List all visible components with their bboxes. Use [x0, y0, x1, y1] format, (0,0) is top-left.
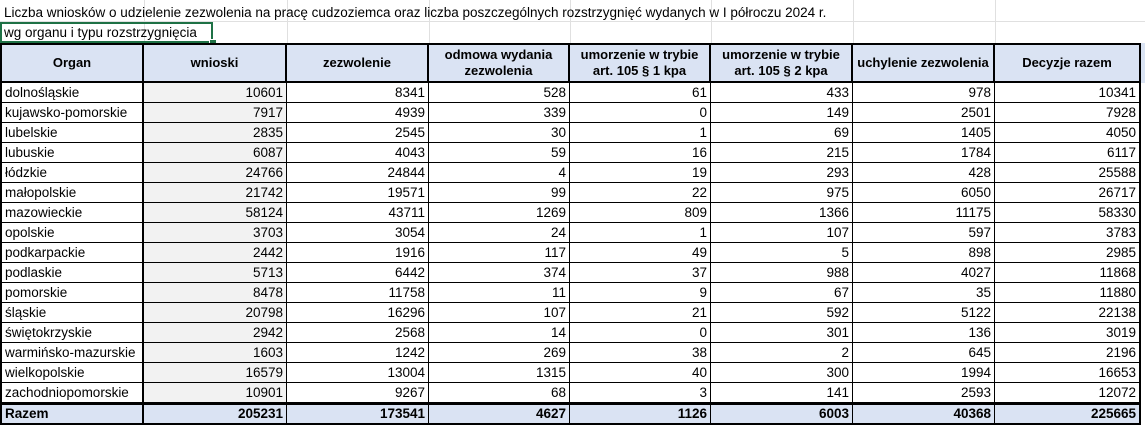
- organ-cell[interactable]: lubelskie: [0, 123, 144, 143]
- sheet-title: Liczba wniosków o udzielenie zezwolenia na pracę cudzoziemca oraz liczba poszczególnych rozstrzygnięć wydanych w I półroczu 2024 r.: [4, 5, 827, 20]
- value-cell[interactable]: 10601: [144, 83, 287, 103]
- value-cell[interactable]: 3054: [287, 223, 429, 243]
- value-cell[interactable]: 978: [853, 83, 995, 103]
- table-row: [0, 383, 1145, 403]
- organ-cell[interactable]: świętokrzyskie: [0, 323, 144, 343]
- value-cell[interactable]: 3703: [144, 223, 287, 243]
- value-cell[interactable]: 24844: [287, 163, 429, 183]
- value-cell[interactable]: 136: [853, 323, 995, 343]
- value-cell[interactable]: 14: [429, 323, 570, 343]
- value-cell[interactable]: 16653: [995, 363, 1141, 383]
- value-cell[interactable]: 528: [429, 83, 570, 103]
- value-cell[interactable]: 4: [429, 163, 570, 183]
- table-row: [0, 143, 1145, 163]
- value-cell[interactable]: 293: [711, 163, 853, 183]
- value-cell[interactable]: 301: [711, 323, 853, 343]
- value-cell[interactable]: 5713: [144, 263, 287, 283]
- value-cell[interactable]: 61: [570, 83, 711, 103]
- column-header[interactable]: Decyzje razem: [995, 43, 1141, 83]
- value-cell[interactable]: 898: [853, 243, 995, 263]
- value-cell[interactable]: 6087: [144, 143, 287, 163]
- organ-cell[interactable]: podkarpackie: [0, 243, 144, 263]
- value-cell[interactable]: 1126: [570, 403, 711, 425]
- value-cell[interactable]: 1242: [287, 343, 429, 363]
- value-cell[interactable]: 0: [570, 323, 711, 343]
- value-cell[interactable]: 1315: [429, 363, 570, 383]
- value-cell[interactable]: 597: [853, 223, 995, 243]
- value-cell[interactable]: 10901: [144, 383, 287, 403]
- value-cell[interactable]: 7928: [995, 103, 1141, 123]
- value-cell[interactable]: 4939: [287, 103, 429, 123]
- value-cell[interactable]: 67: [711, 283, 853, 303]
- value-cell[interactable]: 2545: [287, 123, 429, 143]
- value-cell[interactable]: 300: [711, 363, 853, 383]
- value-cell[interactable]: 6050: [853, 183, 995, 203]
- value-cell[interactable]: 1269: [429, 203, 570, 223]
- value-cell[interactable]: 9: [570, 283, 711, 303]
- value-cell[interactable]: 21: [570, 303, 711, 323]
- organ-cell[interactable]: śląskie: [0, 303, 144, 323]
- value-cell[interactable]: 19571: [287, 183, 429, 203]
- organ-cell[interactable]: mazowieckie: [0, 203, 144, 223]
- table-header: [0, 43, 1145, 83]
- value-cell[interactable]: 11175: [853, 203, 995, 223]
- value-cell[interactable]: 269: [429, 343, 570, 363]
- value-cell[interactable]: 22138: [995, 303, 1141, 323]
- value-cell[interactable]: 173541: [287, 403, 429, 425]
- value-cell[interactable]: 11880: [995, 283, 1141, 303]
- value-cell[interactable]: 117: [429, 243, 570, 263]
- value-cell[interactable]: 43711: [287, 203, 429, 223]
- value-cell[interactable]: 1994: [853, 363, 995, 383]
- value-cell[interactable]: 11: [429, 283, 570, 303]
- value-cell[interactable]: 4043: [287, 143, 429, 163]
- value-cell[interactable]: 49: [570, 243, 711, 263]
- value-cell[interactable]: 0: [570, 103, 711, 123]
- value-cell[interactable]: 1: [570, 223, 711, 243]
- table-row: [0, 303, 1145, 323]
- value-cell[interactable]: 37: [570, 263, 711, 283]
- value-cell[interactable]: 8478: [144, 283, 287, 303]
- table-row: [0, 103, 1145, 123]
- value-cell[interactable]: 2: [711, 343, 853, 363]
- value-cell[interactable]: 7917: [144, 103, 287, 123]
- table-row: [0, 223, 1145, 243]
- value-cell[interactable]: 1: [570, 123, 711, 143]
- value-cell[interactable]: 141: [711, 383, 853, 403]
- value-cell[interactable]: 339: [429, 103, 570, 123]
- value-cell[interactable]: 16296: [287, 303, 429, 323]
- value-cell[interactable]: 10341: [995, 83, 1141, 103]
- value-cell[interactable]: 6003: [711, 403, 853, 425]
- value-cell[interactable]: 16: [570, 143, 711, 163]
- table-row: [0, 203, 1145, 223]
- value-cell[interactable]: 11868: [995, 263, 1141, 283]
- column-header[interactable]: uchylenie zezwolenia: [853, 43, 995, 83]
- value-cell[interactable]: 2568: [287, 323, 429, 343]
- value-cell[interactable]: 20798: [144, 303, 287, 323]
- table-row: [0, 343, 1145, 363]
- value-cell[interactable]: 58330: [995, 203, 1141, 223]
- organ-cell[interactable]: zachodniopomorskie: [0, 383, 144, 403]
- value-cell[interactable]: 988: [711, 263, 853, 283]
- column-header[interactable]: umorzenie w trybie art. 105 § 1 kpa: [570, 43, 711, 83]
- organ-cell[interactable]: łódzkie: [0, 163, 144, 183]
- value-cell[interactable]: 2196: [995, 343, 1141, 363]
- value-cell[interactable]: 6117: [995, 143, 1141, 163]
- value-cell[interactable]: 433: [711, 83, 853, 103]
- organ-cell[interactable]: małopolskie: [0, 183, 144, 203]
- value-cell[interactable]: 3783: [995, 223, 1141, 243]
- value-cell[interactable]: 9267: [287, 383, 429, 403]
- value-cell[interactable]: 107: [429, 303, 570, 323]
- value-cell[interactable]: 809: [570, 203, 711, 223]
- column-header[interactable]: odmowa wydania zezwolenia: [429, 43, 570, 83]
- value-cell[interactable]: 5: [711, 243, 853, 263]
- column-header[interactable]: wnioski: [144, 43, 287, 83]
- value-cell[interactable]: 645: [853, 343, 995, 363]
- value-cell[interactable]: 38: [570, 343, 711, 363]
- table-row: [0, 283, 1145, 303]
- table-row: [0, 183, 1145, 203]
- value-cell[interactable]: 4027: [853, 263, 995, 283]
- organ-cell[interactable]: warmińsko-mazurskie: [0, 343, 144, 363]
- organ-cell[interactable]: podlaskie: [0, 263, 144, 283]
- sheet-subtitle[interactable]: wg organu i typu rozstrzygnięcia: [4, 25, 197, 40]
- value-cell[interactable]: 22: [570, 183, 711, 203]
- value-cell[interactable]: 24: [429, 223, 570, 243]
- value-cell[interactable]: 2593: [853, 383, 995, 403]
- value-cell[interactable]: 1405: [853, 123, 995, 143]
- organ-cell[interactable]: dolnośląskie: [0, 83, 144, 103]
- value-cell[interactable]: 1366: [711, 203, 853, 223]
- value-cell[interactable]: 1784: [853, 143, 995, 163]
- organ-cell[interactable]: lubuskie: [0, 143, 144, 163]
- value-cell[interactable]: 16579: [144, 363, 287, 383]
- value-cell[interactable]: 24766: [144, 163, 287, 183]
- value-cell[interactable]: 3: [570, 383, 711, 403]
- value-cell[interactable]: 12072: [995, 383, 1141, 403]
- table-row: [0, 83, 1145, 103]
- total-row: [0, 403, 1145, 425]
- value-cell[interactable]: 2985: [995, 243, 1141, 263]
- table-row: [0, 243, 1145, 263]
- table-row: [0, 163, 1145, 183]
- value-cell[interactable]: 592: [711, 303, 853, 323]
- value-cell[interactable]: 1603: [144, 343, 287, 363]
- value-cell[interactable]: 3019: [995, 323, 1141, 343]
- value-cell[interactable]: 59: [429, 143, 570, 163]
- value-cell[interactable]: 215: [711, 143, 853, 163]
- table-row: [0, 123, 1145, 143]
- value-cell[interactable]: 4627: [429, 403, 570, 425]
- value-cell[interactable]: 1916: [287, 243, 429, 263]
- value-cell[interactable]: 2442: [144, 243, 287, 263]
- column-header[interactable]: Organ: [0, 43, 144, 83]
- value-cell[interactable]: 13004: [287, 363, 429, 383]
- value-cell[interactable]: 68: [429, 383, 570, 403]
- organ-cell[interactable]: opolskie: [0, 223, 144, 243]
- value-cell[interactable]: 26717: [995, 183, 1141, 203]
- column-header[interactable]: umorzenie w trybie art. 105 § 2 kpa: [711, 43, 853, 83]
- value-cell[interactable]: 107: [711, 223, 853, 243]
- table-row: [0, 263, 1145, 283]
- value-cell[interactable]: 30: [429, 123, 570, 143]
- column-header[interactable]: zezwolenie: [287, 43, 429, 83]
- value-cell[interactable]: 99: [429, 183, 570, 203]
- value-cell[interactable]: 11758: [287, 283, 429, 303]
- value-cell[interactable]: 5122: [853, 303, 995, 323]
- organ-cell[interactable]: Razem: [0, 403, 144, 425]
- value-cell[interactable]: 374: [429, 263, 570, 283]
- organ-cell[interactable]: wielkopolskie: [0, 363, 144, 383]
- value-cell[interactable]: 40368: [853, 403, 995, 425]
- value-cell[interactable]: 69: [711, 123, 853, 143]
- value-cell[interactable]: 2501: [853, 103, 995, 123]
- table-row: [0, 323, 1145, 343]
- value-cell[interactable]: 25588: [995, 163, 1141, 183]
- organ-cell[interactable]: kujawsko-pomorskie: [0, 103, 144, 123]
- value-cell[interactable]: 21742: [144, 183, 287, 203]
- value-cell[interactable]: 4050: [995, 123, 1141, 143]
- value-cell[interactable]: 975: [711, 183, 853, 203]
- value-cell[interactable]: 19: [570, 163, 711, 183]
- value-cell[interactable]: 149: [711, 103, 853, 123]
- value-cell[interactable]: 2835: [144, 123, 287, 143]
- table-row: [0, 363, 1145, 383]
- value-cell[interactable]: 8341: [287, 83, 429, 103]
- value-cell[interactable]: 40: [570, 363, 711, 383]
- value-cell[interactable]: 428: [853, 163, 995, 183]
- value-cell[interactable]: 6442: [287, 263, 429, 283]
- value-cell[interactable]: 225665: [995, 403, 1141, 425]
- value-cell[interactable]: 35: [853, 283, 995, 303]
- value-cell[interactable]: 205231: [144, 403, 287, 425]
- organ-cell[interactable]: pomorskie: [0, 283, 144, 303]
- cell-selection: [0, 22, 213, 43]
- value-cell[interactable]: 2942: [144, 323, 287, 343]
- value-cell[interactable]: 58124: [144, 203, 287, 223]
